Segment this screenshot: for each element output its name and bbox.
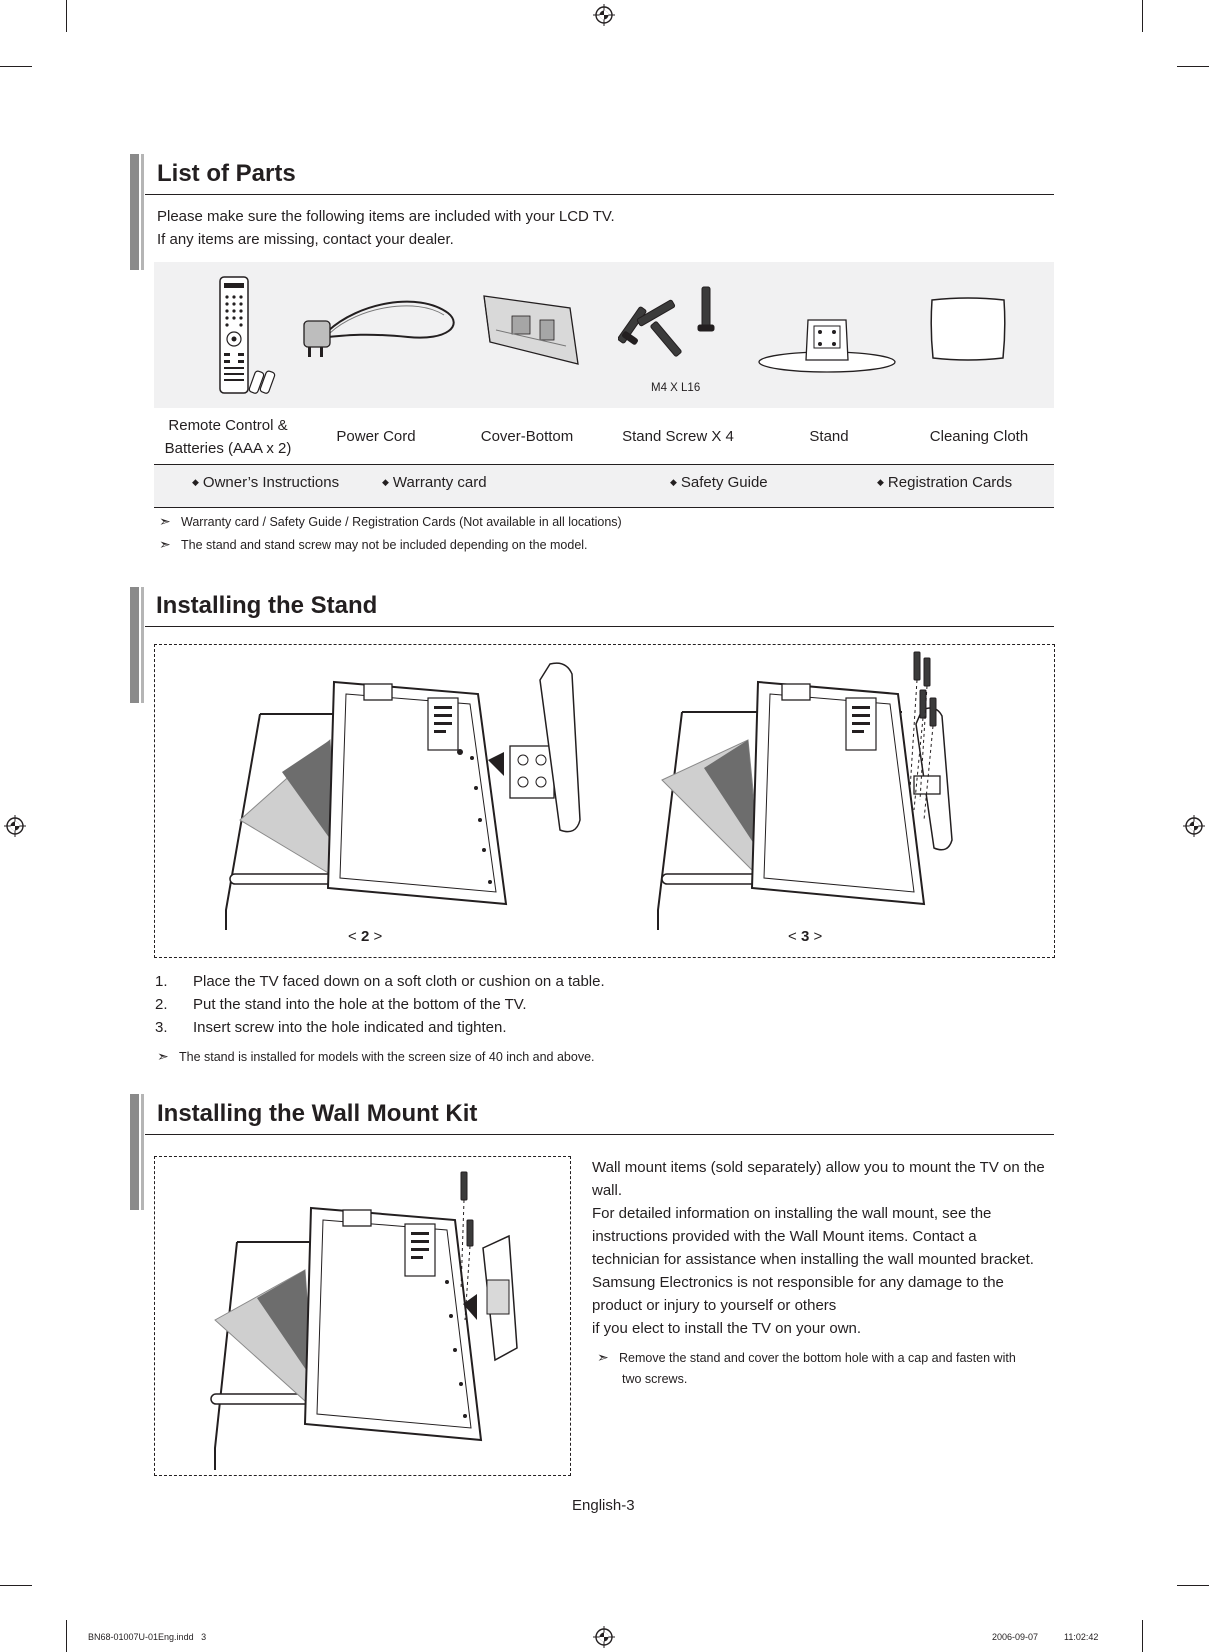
crop-mark xyxy=(66,1620,67,1652)
part-label-power-cord: Power Cord xyxy=(336,428,416,445)
part-label-cover-bottom: Cover-Bottom xyxy=(480,428,574,445)
wall-mount-note-line-2: two screws. xyxy=(622,1372,688,1386)
section-rule xyxy=(145,1134,1054,1135)
installing-stand-title: Installing the Stand xyxy=(156,592,378,619)
part-label-stand: Stand xyxy=(809,428,849,445)
stand-step-3: 3. Insert screw into the hole indicated and tighten. xyxy=(155,1019,507,1036)
part-label-stand-screw: Stand Screw X 4 xyxy=(622,428,734,445)
cover-bottom-icon xyxy=(476,290,584,370)
wall-mount-note-line-1: ➣ Remove the stand and cover the bottom hole with a cap and fasten with xyxy=(597,1349,1016,1365)
section-rule xyxy=(145,194,1054,195)
screw-spec-label: M4 X L16 xyxy=(651,382,701,394)
power-cord-icon xyxy=(298,293,460,363)
part-label-remote: Remote Control & Batteries (AAA x 2) xyxy=(164,417,292,457)
parts-note-1: ➣ Warranty card / Safety Guide / Registration Cards (Not available in all locations) xyxy=(159,513,622,529)
stand-step-1: 1. Place the TV faced down on a soft cloth or cushion on a table. xyxy=(155,973,605,990)
page-number: English-3 xyxy=(572,1497,635,1514)
section-rule xyxy=(145,626,1054,627)
doc-owners-instructions: ◆ Owner’s Instructions xyxy=(192,474,340,491)
parts-intro-line-1: Please make sure the following items are included with your LCD TV. xyxy=(157,208,615,225)
note-arrow-icon: ➣ xyxy=(597,1349,609,1365)
stand-step-2: 2. Put the stand into the hole at the bottom of the TV. xyxy=(155,996,527,1013)
registration-mark-icon xyxy=(593,4,615,26)
cleaning-cloth-icon xyxy=(928,296,1008,362)
doc-registration-cards: ◆ Registration Cards xyxy=(877,474,1013,491)
parts-image-band xyxy=(154,262,1054,408)
registration-mark-icon xyxy=(593,1626,615,1648)
footer-time: 11:02:42 xyxy=(1064,1632,1099,1642)
stand-step-3-illustration xyxy=(652,650,1012,934)
parts-intro-line-2: If any items are missing, contact your dealer. xyxy=(157,231,454,248)
section-bar xyxy=(130,154,144,270)
section-bar xyxy=(130,587,144,703)
parts-note-2: ➣ The stand and stand screw may not be included depending on the model. xyxy=(159,536,588,552)
wall-mount-title: Installing the Wall Mount Kit xyxy=(157,1100,478,1127)
crop-mark xyxy=(1177,1585,1209,1586)
crop-mark xyxy=(1177,66,1209,67)
section-bar xyxy=(130,1094,144,1210)
footer-file-name: BN68-01007U-01Eng.indd 3 xyxy=(88,1632,207,1642)
crop-mark xyxy=(66,0,67,32)
wall-mount-description: Wall mount items (sold separately) allow you to mount the TV on the wall. For detailed information on installing the wall mount, see the instructions provided with the Wall Mount items. Contact a technician for assistance when installing the wall mounted bracket. Samsung Electronics is not responsible for any damage to the product or injury to yourself or others if you elect to install the TV on your own. xyxy=(592,1159,1045,1337)
stand-screws-icon xyxy=(618,285,722,373)
crop-mark xyxy=(1142,0,1143,32)
figure-label-2: < 2 > xyxy=(348,928,383,945)
remote-control-icon xyxy=(210,275,278,395)
registration-mark-icon xyxy=(4,815,26,837)
footer-date: 2006-09-07 xyxy=(992,1632,1039,1642)
note-arrow-icon: ➣ xyxy=(159,536,171,552)
stand-icon xyxy=(756,312,898,374)
crop-mark xyxy=(0,1585,32,1586)
wall-mount-illustration xyxy=(165,1170,555,1470)
crop-mark xyxy=(0,66,32,67)
note-arrow-icon: ➣ xyxy=(159,513,171,529)
doc-safety-guide: ◆ Safety Guide xyxy=(670,474,768,491)
stand-note: ➣ The stand is installed for models with the screen size of 40 inch and above. xyxy=(157,1048,595,1064)
figure-label-3: < 3 > xyxy=(788,928,823,945)
doc-warranty-card: ◆ Warranty card xyxy=(382,474,487,491)
parts-table-bottom-rule xyxy=(154,507,1054,508)
note-arrow-icon: ➣ xyxy=(157,1048,169,1064)
registration-mark-icon xyxy=(1183,815,1205,837)
stand-step-2-illustration xyxy=(220,660,640,932)
crop-mark xyxy=(1142,1620,1143,1652)
list-of-parts-title: List of Parts xyxy=(157,160,296,187)
part-label-cleaning-cloth: Cleaning Cloth xyxy=(929,428,1029,445)
